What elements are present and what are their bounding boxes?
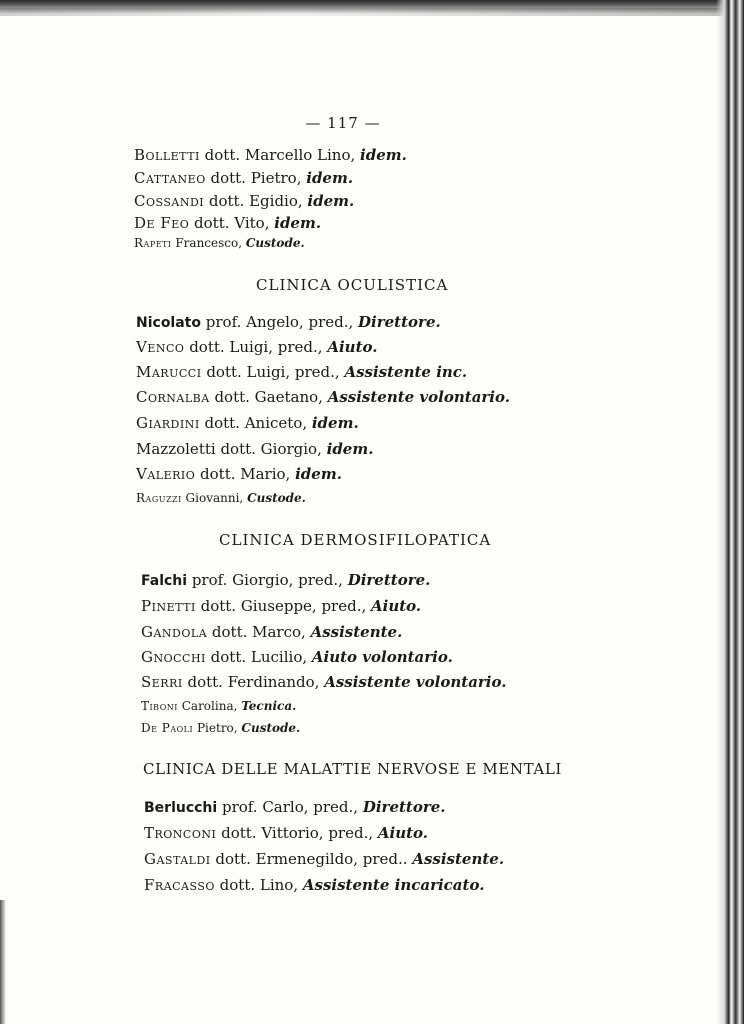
list-item — [141, 597, 421, 615]
person-role: Custode. — [247, 491, 306, 505]
person-role: Direttore. — [347, 571, 431, 589]
person-role: idem. — [295, 465, 342, 483]
page-number: — 117 — — [305, 114, 381, 132]
person-role: Assistente. — [412, 850, 505, 868]
person-surname: Marucci — [136, 363, 202, 381]
person-details: dott. Giuseppe, pred., — [195, 597, 372, 615]
person-role: Custode. — [241, 721, 301, 735]
list-item — [141, 721, 300, 735]
person-surname: Serri — [141, 673, 183, 691]
person-details: dott. Marcello Lino, — [199, 146, 361, 164]
person-details: prof. Giorgio, pred., — [187, 571, 348, 589]
person-details: dott. Vittorio, pred., — [216, 824, 378, 842]
person-details: dott. Pietro, — [205, 169, 307, 187]
page-left-edge — [0, 900, 6, 1024]
person-surname: Bolletti — [134, 146, 200, 164]
list-item — [144, 798, 446, 816]
person-details: Giovanni, — [181, 491, 248, 505]
person-surname: Gastaldi — [144, 850, 211, 868]
person-surname: Gnocchi — [141, 648, 206, 666]
list-item — [136, 414, 359, 432]
section-heading: CLINICA OCULISTICA — [256, 276, 449, 294]
list-item — [136, 440, 373, 458]
person-surname: Nicolato — [136, 315, 201, 331]
list-item — [136, 338, 377, 356]
list-item — [134, 236, 305, 250]
person-surname: Falchi — [141, 573, 188, 589]
list-item — [134, 214, 321, 232]
person-surname: Cornalba — [136, 388, 210, 406]
person-role: idem. — [326, 440, 374, 458]
person-surname: Raguzzi — [136, 491, 182, 505]
list-item — [141, 648, 453, 666]
page-top-shadow — [0, 8, 744, 16]
list-item — [134, 169, 353, 187]
person-details: dott. Aniceto, — [199, 414, 312, 432]
person-surname: Venco — [136, 338, 185, 356]
person-role: Aiuto. — [327, 338, 378, 356]
person-surname: Fracasso — [144, 876, 215, 894]
list-item — [134, 146, 407, 164]
list-item — [141, 571, 430, 589]
person-role: Direttore. — [362, 798, 446, 816]
list-item — [144, 876, 484, 894]
person-role: Assistente. — [310, 623, 403, 641]
person-role: Aiuto. — [371, 597, 422, 615]
person-details: Francesco, — [171, 236, 246, 250]
person-details: prof. Angelo, pred., — [201, 313, 359, 331]
page-right-edge — [716, 0, 744, 1024]
list-item — [136, 313, 441, 331]
list-item — [136, 363, 467, 381]
person-details: dott. Vito, — [189, 214, 275, 232]
person-role: Assistente incaricato. — [302, 876, 485, 894]
person-surname: De Paoli — [141, 721, 194, 735]
person-details: dott. Mario, — [195, 465, 296, 483]
person-surname: Mazzoletti — [136, 440, 216, 458]
person-role: Aiuto. — [377, 824, 429, 842]
list-item — [134, 192, 354, 210]
person-details: Pietro, — [193, 721, 242, 735]
person-details: Carolina, — [177, 699, 242, 713]
person-surname: Giardini — [136, 414, 200, 432]
person-role: Aiuto volontario. — [311, 648, 453, 666]
list-item — [136, 388, 510, 406]
section-heading: CLINICA DELLE MALATTIE NERVOSE E MENTALI — [143, 760, 562, 778]
person-role: Tecnica. — [241, 699, 297, 713]
person-details: dott. Luigi, pred., — [201, 363, 345, 381]
person-role: Direttore. — [358, 313, 441, 331]
list-item — [136, 465, 342, 483]
person-role: idem. — [274, 214, 322, 232]
person-details: dott. Ferdinando, — [182, 673, 325, 691]
person-details: dott. Lino, — [214, 876, 303, 894]
person-surname: Cossandi — [134, 192, 205, 210]
person-surname: Rapeti — [134, 236, 172, 250]
person-details: dott. Gaetano, — [209, 388, 328, 406]
list-item — [144, 824, 428, 842]
list-item — [141, 699, 296, 713]
list-item — [144, 850, 504, 868]
person-surname: Cattaneo — [134, 169, 206, 187]
person-details: dott. Ermenegildo, pred.. — [210, 850, 413, 868]
person-details: prof. Carlo, pred., — [217, 798, 363, 816]
person-role: idem. — [360, 146, 407, 164]
person-role: idem. — [306, 169, 354, 187]
person-role: Assistente inc. — [344, 363, 468, 381]
person-surname: De Feo — [134, 214, 190, 232]
person-surname: Valerio — [136, 465, 196, 483]
list-item — [141, 673, 506, 691]
person-surname: Tiboni — [141, 699, 178, 713]
person-role: Assistente volontario. — [327, 388, 510, 406]
person-surname: Gandola — [141, 623, 208, 641]
person-role: idem. — [311, 414, 359, 432]
person-surname: Tronconi — [144, 824, 217, 842]
list-item — [141, 623, 402, 641]
person-details: dott. Giorgio, — [215, 440, 327, 458]
section-heading: CLINICA DERMOSIFILOPATICA — [219, 531, 492, 549]
list-item — [136, 491, 306, 505]
person-surname: Pinetti — [141, 597, 196, 615]
person-details: dott. Egidio, — [204, 192, 308, 210]
person-details: dott. Marco, — [207, 623, 311, 641]
person-role: Assistente volontario. — [324, 673, 507, 691]
person-details: dott. Luigi, pred., — [184, 338, 328, 356]
person-role: Custode. — [245, 236, 305, 250]
person-details: dott. Lucilio, — [205, 648, 312, 666]
person-role: idem. — [307, 192, 355, 210]
person-surname: Berlucchi — [144, 800, 218, 816]
